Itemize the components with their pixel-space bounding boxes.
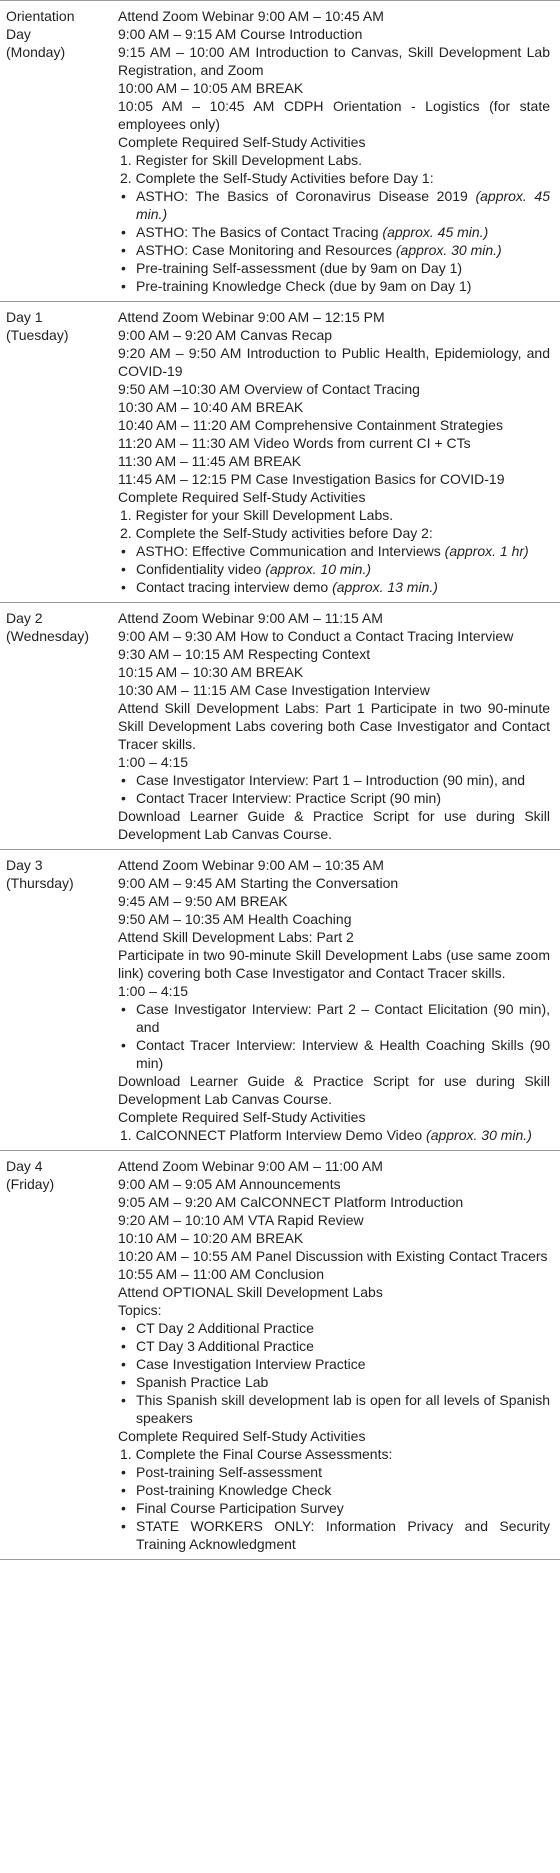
item-text: 1. Register for Skill Development Labs. — [120, 152, 362, 168]
item-text: 10:30 AM – 10:40 AM BREAK — [118, 399, 304, 415]
item-text: Attend Skill Development Labs: Part 1 Participate in two 90-minute Skill Development Labs covering both Case Investigator and Contact Tracer skills. — [118, 700, 550, 752]
schedule-line — [118, 1283, 550, 1301]
item-text: 1. CalCONNECT Platform Interview Demo Video — [120, 1127, 427, 1143]
bullet-item — [118, 1499, 550, 1517]
day-label: Orientation — [6, 8, 75, 24]
item-text: Attend Zoom Webinar 9:00 AM – 12:15 PM — [118, 309, 385, 325]
duration-note: (approx. 45 min.) — [136, 188, 551, 222]
bullet-item — [118, 1391, 550, 1427]
schedule-line — [118, 133, 550, 151]
day-label: (Thursday) — [6, 875, 74, 891]
schedule-line — [118, 398, 550, 416]
item-text: CT Day 2 Additional Practice — [136, 1320, 314, 1336]
item-text: 10:30 AM – 11:15 AM Case Investigation Interview — [118, 682, 430, 698]
schedule-line — [118, 326, 550, 344]
day-row — [0, 850, 560, 1151]
item-text: Topics: — [118, 1302, 162, 1318]
item-text: Pre-training Self-assessment (due by 9am on Day 1) — [136, 260, 463, 276]
item-text: Contact Tracer Interview: Practice Script (90 min) — [136, 790, 441, 806]
bullet-item — [118, 560, 550, 578]
day-label: (Monday) — [6, 44, 66, 60]
item-text: CT Day 3 Additional Practice — [136, 1338, 314, 1354]
item-text: Post-training Self-assessment — [136, 1464, 322, 1480]
item-text: 10:10 AM – 10:20 AM BREAK — [118, 1230, 304, 1246]
item-text: 1:00 – 4:15 — [118, 754, 189, 770]
schedule-line — [118, 928, 550, 946]
item-text: 11:20 AM – 11:30 AM Video Words from current CI + CTs — [118, 435, 471, 451]
item-text: Case Investigator Interview: Part 1 – Introduction (90 min), and — [136, 772, 526, 788]
item-text: ASTHO: The Basics of Contact Tracing — [136, 224, 383, 240]
item-text: Contact tracing interview demo — [136, 579, 333, 595]
schedule-line — [118, 946, 550, 982]
item-text: 9:30 AM – 10:15 AM Respecting Context — [118, 646, 371, 662]
item-text: Download Learner Guide & Practice Script for use during Skill Development Lab Canvas Course. — [118, 1073, 550, 1107]
bullet-item — [118, 1481, 550, 1499]
schedule-line — [118, 488, 550, 506]
item-text: This Spanish skill development lab is open for all levels of Spanish speakers — [136, 1392, 550, 1426]
day-row — [0, 1151, 560, 1560]
numbered-item — [118, 524, 550, 542]
day-label: (Wednesday) — [6, 628, 90, 644]
schedule-line — [118, 344, 550, 380]
item-text: 10:00 AM – 10:05 AM BREAK — [118, 80, 304, 96]
item-text: Attend Skill Development Labs: Part 2 — [118, 929, 354, 945]
day-label: (Friday) — [6, 1176, 55, 1192]
day-label: Day 4 — [6, 1158, 43, 1174]
duration-note: (approx. 45 min.) — [382, 224, 489, 240]
schedule-line — [118, 43, 550, 79]
item-text: 2. Complete the Self-Study Activities before Day 1: — [120, 170, 434, 186]
duration-note: (approx. 1 hr) — [444, 543, 529, 559]
day-label: Day 3 — [6, 857, 43, 873]
item-text: 10:20 AM – 10:55 AM Panel Discussion with Existing Contact Tracers — [118, 1248, 548, 1264]
item-text: 9:00 AM – 9:45 AM Starting the Conversation — [118, 875, 399, 891]
bullet-item — [118, 578, 550, 596]
schedule-line — [118, 416, 550, 434]
item-text: ASTHO: Case Monitoring and Resources — [136, 242, 396, 258]
day-label-cell — [0, 603, 106, 850]
schedule-line — [118, 1072, 550, 1108]
item-text: 10:15 AM – 10:30 AM BREAK — [118, 664, 304, 680]
schedule-line — [118, 982, 550, 1000]
schedule-line — [118, 874, 550, 892]
item-text: 11:45 AM – 12:15 PM Case Investigation Basics for COVID-19 — [118, 471, 505, 487]
duration-note: (approx. 13 min.) — [332, 579, 438, 595]
item-text: 9:50 AM – 10:35 AM Health Coaching — [118, 911, 352, 927]
bullet-item — [118, 789, 550, 807]
item-text: Complete Required Self-Study Activities — [118, 134, 366, 150]
schedule-line — [118, 1301, 550, 1319]
schedule-line — [118, 910, 550, 928]
schedule-line — [118, 856, 550, 874]
item-text: 2. Complete the Self-Study activities before Day 2: — [120, 525, 433, 541]
item-text: Case Investigation Interview Practice — [136, 1356, 366, 1372]
item-text: Complete Required Self-Study Activities — [118, 489, 366, 505]
item-text: Spanish Practice Lab — [136, 1374, 269, 1390]
item-text: Contact Tracer Interview: Interview & Health Coaching Skills (90 min) — [136, 1037, 550, 1071]
item-text: Attend Zoom Webinar 9:00 AM – 10:45 AM — [118, 8, 384, 24]
day-label: (Tuesday) — [6, 327, 69, 343]
numbered-item — [118, 1445, 550, 1463]
schedule-line — [118, 25, 550, 43]
item-text: ASTHO: Effective Communication and Interviews — [136, 543, 445, 559]
item-text: 9:00 AM – 9:30 AM How to Conduct a Contact Tracing Interview — [118, 628, 514, 644]
bullet-item — [118, 1000, 550, 1036]
item-text: Pre-training Knowledge Check (due by 9am on Day 1) — [136, 278, 472, 294]
numbered-item — [118, 506, 550, 524]
day-activities-cell — [106, 850, 560, 1151]
item-text: Case Investigator Interview: Part 2 – Contact Elicitation (90 min), and — [136, 1001, 550, 1035]
bullet-item — [118, 1373, 550, 1391]
day-row — [0, 302, 560, 603]
item-text: 10:05 AM – 10:45 AM CDPH Orientation - Logistics (for state employees only) — [118, 98, 550, 132]
bullet-item — [118, 187, 550, 223]
schedule-line — [118, 308, 550, 326]
item-text: Attend Zoom Webinar 9:00 AM – 11:00 AM — [118, 1158, 383, 1174]
day-row — [0, 603, 560, 850]
bullet-item — [118, 223, 550, 241]
schedule-line — [118, 1108, 550, 1126]
numbered-item — [118, 1126, 550, 1144]
day-row — [0, 1, 560, 302]
item-text: 9:05 AM – 9:20 AM CalCONNECT Platform Introduction — [118, 1194, 464, 1210]
bullet-item — [118, 259, 550, 277]
bullet-item — [118, 1463, 550, 1481]
schedule-line — [118, 1211, 550, 1229]
schedule-line — [118, 7, 550, 25]
day-label-cell — [0, 850, 106, 1151]
schedule-line — [118, 380, 550, 398]
schedule-line — [118, 1247, 550, 1265]
day-activities-cell — [106, 302, 560, 603]
day-activities-cell — [106, 1, 560, 302]
item-text: 9:00 AM – 9:15 AM Course Introduction — [118, 26, 363, 42]
bullet-item — [118, 1337, 550, 1355]
item-text: 10:55 AM – 11:00 AM Conclusion — [118, 1266, 324, 1282]
day-label: Day 1 — [6, 309, 43, 325]
schedule-line — [118, 1265, 550, 1283]
item-text: 1. Complete the Final Course Assessments: — [120, 1446, 393, 1462]
item-text: Final Course Participation Survey — [136, 1500, 344, 1516]
bullet-item — [118, 771, 550, 789]
numbered-item — [118, 169, 550, 187]
schedule-line — [118, 470, 550, 488]
schedule-line — [118, 663, 550, 681]
bullet-item — [118, 1319, 550, 1337]
bullet-item — [118, 542, 550, 560]
schedule-line — [118, 609, 550, 627]
item-text: ASTHO: The Basics of Coronavirus Disease 2019 — [136, 188, 476, 204]
schedule-line — [118, 1229, 550, 1247]
day-activities-cell — [106, 603, 560, 850]
schedule-line — [118, 627, 550, 645]
schedule-line — [118, 1175, 550, 1193]
schedule-line — [118, 79, 550, 97]
bullet-item — [118, 1517, 550, 1553]
item-text: 9:00 AM – 9:05 AM Announcements — [118, 1176, 341, 1192]
item-text: Participate in two 90-minute Skill Development Labs (use same zoom link) covering both Case Investigator and Contact Tracer skills. — [118, 947, 550, 981]
item-text: Complete Required Self-Study Activities — [118, 1109, 366, 1125]
schedule-line — [118, 1157, 550, 1175]
item-text: 9:45 AM – 9:50 AM BREAK — [118, 893, 288, 909]
schedule-body — [0, 1, 560, 1560]
item-text: 1:00 – 4:15 — [118, 983, 189, 999]
item-text: 9:15 AM – 10:00 AM Introduction to Canvas, Skill Development Lab Registration, and Zoom — [118, 44, 550, 78]
item-text: 9:20 AM – 10:10 AM VTA Rapid Review — [118, 1212, 364, 1228]
schedule-line — [118, 681, 550, 699]
schedule-line — [118, 434, 550, 452]
numbered-item — [118, 151, 550, 169]
schedule-line — [118, 97, 550, 133]
item-text: Complete Required Self-Study Activities — [118, 1428, 366, 1444]
day-label-cell — [0, 302, 106, 603]
item-text: Attend Zoom Webinar 9:00 AM – 11:15 AM — [118, 610, 383, 626]
schedule-line — [118, 807, 550, 843]
item-text: 1. Register for your Skill Development Labs. — [120, 507, 394, 523]
item-text: Confidentiality video — [136, 561, 266, 577]
bullet-item — [118, 1036, 550, 1072]
schedule-line — [118, 753, 550, 771]
item-text: 11:30 AM – 11:45 AM BREAK — [118, 453, 302, 469]
schedule-line — [118, 1193, 550, 1211]
day-label: Day 2 — [6, 610, 43, 626]
bullet-item — [118, 277, 550, 295]
duration-note: (approx. 30 min.) — [426, 1127, 532, 1143]
schedule-line — [118, 699, 550, 753]
bullet-item — [118, 241, 550, 259]
day-activities-cell — [106, 1151, 560, 1560]
day-label-cell — [0, 1, 106, 302]
duration-note: (approx. 30 min.) — [395, 242, 502, 258]
item-text: 9:20 AM – 9:50 AM Introduction to Public Health, Epidemiology, and COVID-19 — [118, 345, 550, 379]
item-text: Post-training Knowledge Check — [136, 1482, 332, 1498]
item-text: 9:50 AM –10:30 AM Overview of Contact Tracing — [118, 381, 420, 397]
schedule-line — [118, 452, 550, 470]
day-label-cell — [0, 1151, 106, 1560]
schedule-line — [118, 892, 550, 910]
item-text: 9:00 AM – 9:20 AM Canvas Recap — [118, 327, 333, 343]
duration-note: (approx. 10 min.) — [265, 561, 372, 577]
schedule-line — [118, 645, 550, 663]
item-text: STATE WORKERS ONLY: Information Privacy and Security Training Acknowledgment — [136, 1518, 550, 1552]
schedule-line — [118, 1427, 550, 1445]
item-text: 10:40 AM – 11:20 AM Comprehensive Containment Strategies — [118, 417, 503, 433]
item-text: Attend Zoom Webinar 9:00 AM – 10:35 AM — [118, 857, 384, 873]
item-text: Attend OPTIONAL Skill Development Labs — [118, 1284, 383, 1300]
item-text: Download Learner Guide & Practice Script for use during Skill Development Lab Canvas Course. — [118, 808, 550, 842]
day-label: Day — [6, 26, 31, 42]
bullet-item — [118, 1355, 550, 1373]
